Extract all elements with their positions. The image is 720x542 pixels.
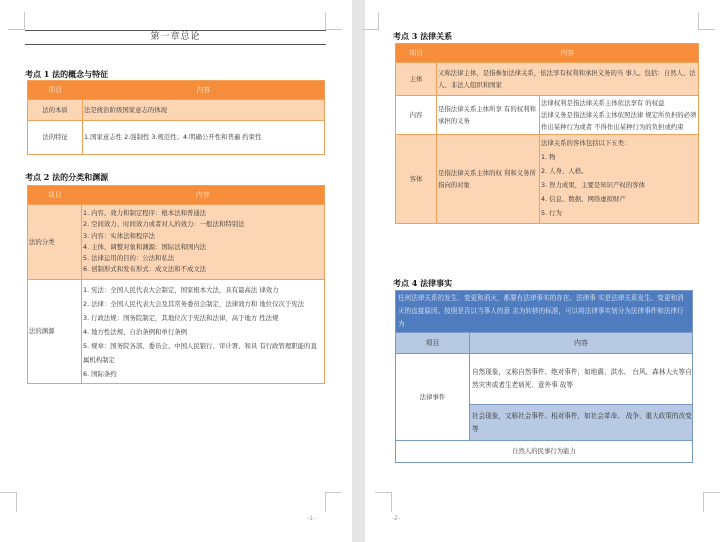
- crop-mark-top-right: [698, 12, 715, 30]
- legal-relation-table: [395, 43, 699, 224]
- detail-line: 4. 信息、数据、网络虚拟财产: [541, 195, 626, 203]
- header-item: 项目: [396, 333, 470, 354]
- list-line: 5. 法律运用的目的：公法和私法: [83, 254, 175, 263]
- chapter-title: 第一章总论: [25, 30, 326, 45]
- row-label: 法的特征: [28, 121, 83, 155]
- row-content-list: [82, 205, 325, 280]
- crop-mark-bottom-left: [375, 492, 392, 512]
- row-label: 客体: [396, 135, 437, 224]
- row-label: 主体: [396, 63, 437, 96]
- list-line: 2. 空间效力、时间效力或者对人的效力：一般法和特别法: [83, 220, 245, 229]
- list-line: 1. 内容、效力和制定程序：根本法和普通法: [83, 209, 207, 217]
- row-label: 内容: [396, 96, 437, 135]
- footer-row: 自然人的民事行为能力: [396, 441, 693, 463]
- crop-mark-top-left: [8, 12, 25, 30]
- page-2: [365, 0, 720, 542]
- list-line: 5. 规章：国务院各部、委员会、中国人民银行、审计署、和具 有行政管理职能的直属机构制定: [83, 341, 317, 364]
- concept-table: [27, 80, 325, 155]
- section-heading-3: 考点 3 法律关系: [393, 31, 453, 41]
- crop-mark-bottom-right: [325, 492, 342, 512]
- crop-mark-top-right: [325, 12, 342, 30]
- section-heading-1: 考点 1 法的概念与特征: [25, 69, 109, 79]
- row-content: 1.国家意志性 2.强制性 3.规范性；4.明确公开性和普遍 约束性: [83, 121, 325, 155]
- row-definition: 是指法律关系主体的权 利和义务所指向的对象: [437, 135, 540, 224]
- detail-line: 2. 人身、人格。: [541, 167, 588, 175]
- list-line: 6. 国际条约: [83, 369, 117, 378]
- intro-text: 任何法律关系的发生、变更和消灭，都要有法律事实的存在。法律事 实是法律关系发生、变更和消灭的直接原因。按照是否以当事人的意 志为转移的标准，可以将法律事实划分为法律事件和法律行为: [396, 291, 693, 333]
- detail-line: 法律关系的客体包括以下五类：: [541, 139, 631, 147]
- detail-line: 3. 智力成果，主要是知识产权的客体: [541, 181, 645, 189]
- list-line: 4. 地方性法规、自治条例和单行条例: [83, 327, 187, 336]
- row-definition: 是指法律关系主体所享 有的权利和承担的义务: [437, 96, 540, 135]
- row-content-natural: 自然现象，又称自然事件、绝对事件，如地震、洪水、 台风、森林大火等自然灾害或者生老病死、意外事 故等: [470, 354, 693, 405]
- page-1: [0, 0, 352, 542]
- row-details: [540, 135, 699, 224]
- list-line: 3. 内容：实体法和程序法: [83, 231, 156, 240]
- row-content: 法是统治阶级国家意志的体现: [83, 100, 325, 121]
- detail-line: 1. 物: [541, 153, 556, 161]
- crop-mark-top-left: [362, 12, 379, 30]
- crop-mark-bottom-left: [0, 492, 17, 512]
- row-label: 法的分类: [28, 205, 82, 280]
- list-line: 1. 宪法：全国人民代表大会制定，国家根本大法，具有最高法 律效力: [83, 285, 279, 294]
- row-label: 法的渊源: [28, 279, 82, 383]
- row-content: 又称法律主体，是指参加法律关系，依法享有权利和承担义务的当 事人。包括：自然人、法人、非法人组织和国家: [437, 63, 699, 96]
- page-number: -2-: [392, 515, 401, 522]
- classification-table: [27, 185, 325, 384]
- section-heading-2: 考点 2 法的分类和渊源: [25, 172, 109, 182]
- row-label: 法律事件: [396, 354, 470, 441]
- page-number: -1-: [307, 515, 316, 522]
- list-line: 4. 主体、调整对象和渊源：国际法和国内法: [83, 242, 207, 251]
- list-line: 2. 法律：全国人民代表大会及其常务委员会制定，法律效方和 地位仅次于宪法: [83, 299, 305, 308]
- header-content: 内容: [470, 333, 693, 354]
- list-line: 6. 创制形式和发布形式：成文法和不成文法: [83, 265, 207, 274]
- header-item: 项目: [28, 186, 82, 205]
- row-details: [540, 96, 699, 135]
- row-content-list: [82, 279, 325, 383]
- detail-line: 法律权利是指法律关系主体依法享有 的权益: [541, 99, 665, 107]
- header-item: 项目: [396, 44, 437, 63]
- header-content: 内容: [82, 186, 325, 205]
- header-item: 项目: [28, 81, 83, 100]
- section-heading-4: 考点 4 法律事实: [393, 278, 453, 288]
- list-line: 3. 行政法规：国务院制定，其地位次于宪法和法律，高于地方 性法规: [83, 313, 279, 322]
- legal-fact-table: [395, 290, 693, 463]
- header-content: 内容: [437, 44, 699, 63]
- header-content: 内容: [83, 81, 325, 100]
- page-gutter: [352, 0, 365, 542]
- detail-line: 5. 行为: [541, 209, 562, 217]
- row-content-social: 社会现象，又称社会事件、相对事件，如社会革命、 战争、重大政策的改变等: [470, 405, 693, 441]
- row-label: 法的本质: [28, 100, 83, 121]
- crop-mark-bottom-right: [703, 492, 720, 512]
- detail-line: 法律义务是指法律关系主体依照法律 规定所负担的必须作出某种行为或者 不得作出某种行为的负担或约束: [541, 111, 697, 131]
